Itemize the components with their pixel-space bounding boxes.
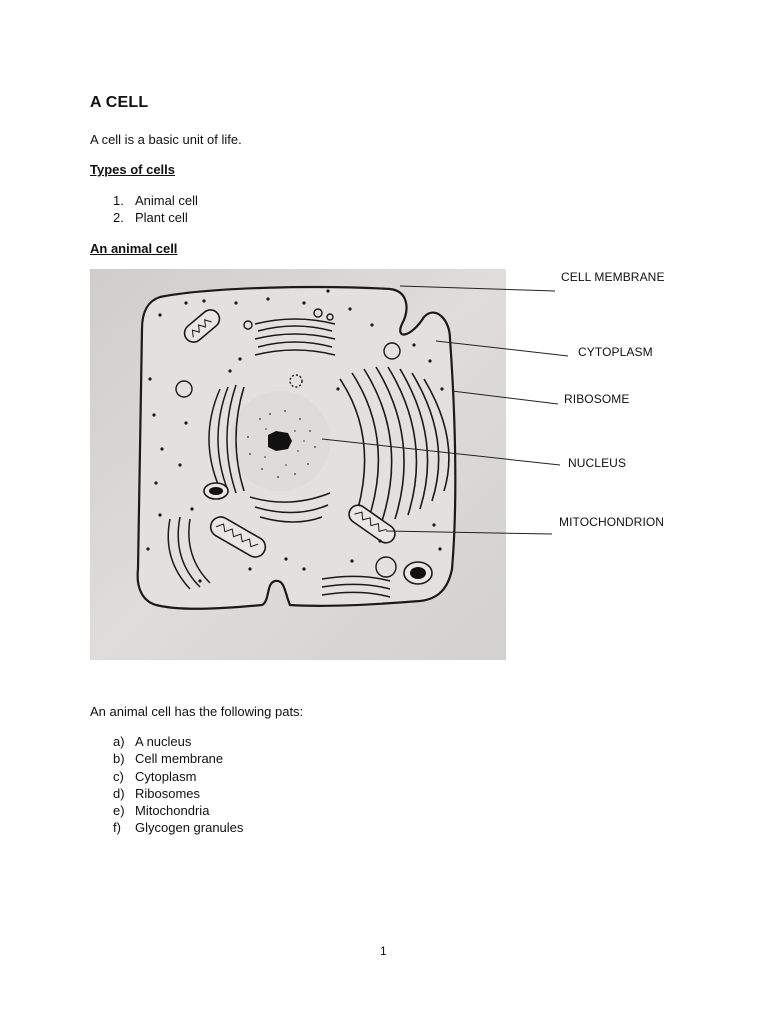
animal-cell-photo [90, 269, 506, 660]
label-cytoplasm: CYTOPLASM [578, 345, 653, 359]
list-item [113, 209, 198, 226]
list-item [113, 819, 243, 836]
list-marker: 2. [113, 210, 124, 226]
list-marker: b) [113, 751, 125, 767]
list-item-text: Mitochondria [135, 803, 210, 819]
list-item-text: Plant cell [135, 210, 188, 226]
parts-intro-text: An animal cell has the following pats: [90, 704, 304, 719]
list-item-text: Cell membrane [135, 751, 224, 767]
page-title: A CELL [90, 94, 149, 111]
list-marker: f) [113, 820, 121, 836]
list-item [113, 192, 198, 209]
animal-cell-heading: An animal cell [90, 241, 178, 256]
parts-list [113, 733, 243, 837]
list-item [113, 733, 243, 750]
label-cell-membrane: CELL MEMBRANE [561, 270, 665, 284]
list-marker: 1. [113, 193, 124, 208]
list-item [113, 802, 243, 819]
label-ribosome: RIBOSOME [564, 392, 630, 406]
types-heading: Types of cells [90, 162, 176, 177]
list-marker: c) [113, 768, 124, 784]
types-list [113, 192, 198, 227]
nucleolus-shape [268, 431, 292, 451]
list-item-text: Ribosomes [135, 785, 201, 801]
list-marker: d) [113, 785, 125, 801]
label-nucleus: NUCLEUS [568, 456, 627, 470]
page-number: 1 [380, 944, 387, 958]
label-mitochondrion: MITOCHONDRION [559, 515, 665, 529]
list-item [113, 768, 243, 785]
list-item-text: Cytoplasm [135, 768, 197, 784]
list-item [113, 750, 243, 767]
list-item-text: Glycogen granules [135, 820, 244, 836]
list-item-text: A nucleus [135, 734, 192, 749]
intro-text: A cell is a basic unit of life. [90, 132, 242, 147]
list-item-text: Animal cell [135, 193, 198, 208]
animal-cell-illustration [90, 269, 506, 660]
list-item [113, 785, 243, 802]
list-marker: e) [113, 803, 125, 819]
list-marker: a) [113, 734, 125, 749]
